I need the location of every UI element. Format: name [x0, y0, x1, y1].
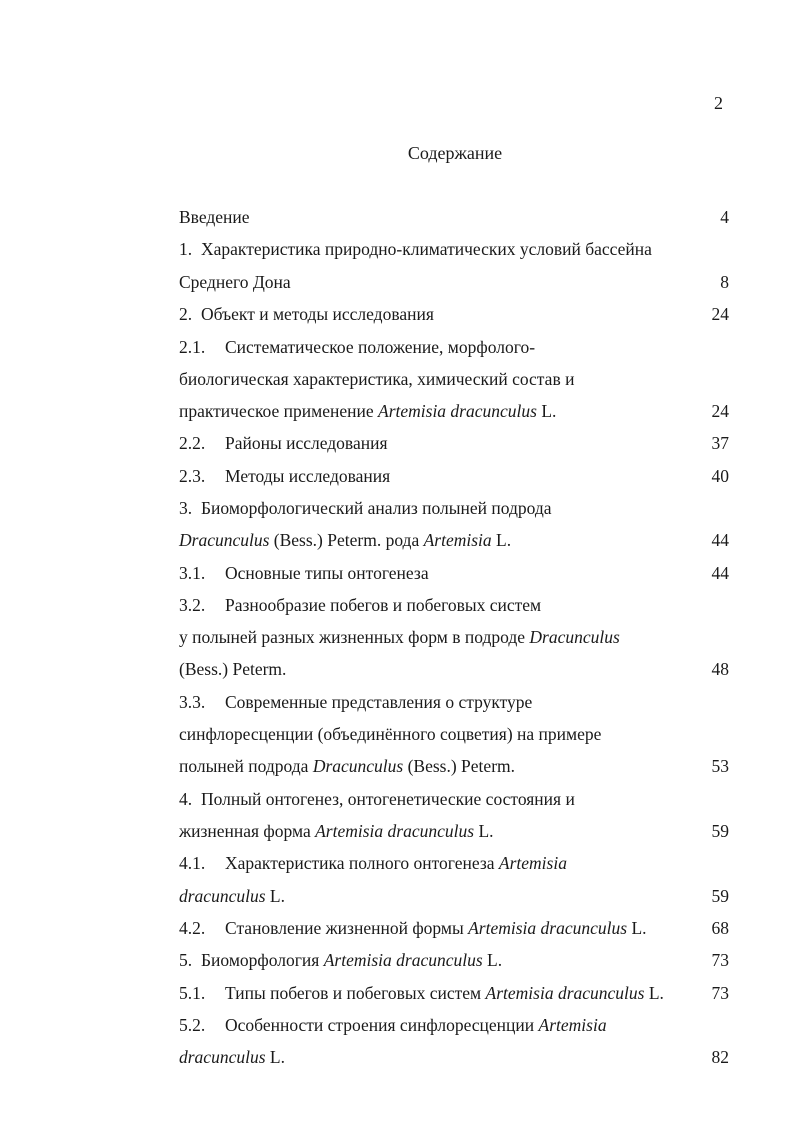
toc-line: [179, 1014, 731, 1036]
toc-line: [179, 336, 731, 358]
toc-entry-label: Биоморфология: [201, 950, 324, 970]
toc-entry-label: L.: [474, 821, 494, 841]
toc-line: [179, 755, 731, 777]
toc-entry-number: 5.1.: [179, 983, 206, 1003]
toc-entry-text: [179, 723, 601, 745]
toc-entry-label: практическое применение: [179, 401, 378, 421]
toc-entry-number: 5.: [179, 950, 193, 970]
toc-entry-label: (Bess.) Peterm.: [179, 659, 287, 679]
toc-entry-text: [179, 465, 390, 487]
toc-entry-label: Полный онтогенез, онтогенетические состояния и: [201, 789, 575, 809]
toc-entry-number: 3.3.: [179, 692, 206, 712]
toc-line: [179, 271, 731, 293]
toc-entry-page: 53: [711, 756, 729, 776]
toc-entry-label: Районы исследования: [225, 433, 388, 453]
toc-entry-number: 2.3.: [179, 466, 206, 486]
toc-entry-number: 2.2.: [179, 433, 206, 453]
toc-entry-page: 44: [711, 563, 729, 583]
toc-entry-latin-name: Artemisia dracunculus: [468, 918, 628, 938]
toc-entry-text: [179, 562, 429, 584]
toc-entry-latin-name: Dracunculus: [529, 627, 620, 647]
toc-entry-label: Основные типы онтогенеза: [225, 563, 429, 583]
toc-entry-label: биологическая характеристика, химический состав и: [179, 369, 575, 389]
toc-entry-number: 2.1.: [179, 337, 206, 357]
toc-entry-text: [179, 529, 511, 551]
toc-line: [179, 206, 731, 228]
toc-entry-latin-name: Artemisia: [423, 530, 492, 550]
toc-entry-text: [179, 917, 647, 939]
toc-entry-text: [179, 658, 286, 680]
toc-entry-label: Биоморфологический анализ полыней подрода: [201, 498, 552, 518]
toc-entry-number: 4.: [179, 789, 193, 809]
toc-entry-label: Характеристика полного онтогенеза: [225, 853, 499, 873]
toc-line: [179, 529, 731, 551]
toc-entry-text: [179, 432, 388, 454]
toc-entry-label: (Bess.) Peterm. рода: [269, 530, 424, 550]
toc-entry-number: 1.: [179, 239, 193, 259]
toc-line: [179, 885, 731, 907]
toc-entry-text: [179, 303, 434, 325]
toc-entry-number: 3.: [179, 498, 193, 518]
toc-entry-text: [179, 755, 515, 777]
toc-entry-text: [179, 238, 652, 260]
toc-entry-label: L.: [627, 918, 647, 938]
toc-entry-text: [179, 691, 532, 713]
toc-entry-text: [179, 400, 556, 422]
toc-entry-latin-name: Artemisia dracunculus: [315, 821, 475, 841]
toc-entry-latin-name: Artemisia: [538, 1015, 607, 1035]
toc-entry-number: 3.1.: [179, 563, 206, 583]
toc-entry-text: [179, 497, 552, 519]
toc-entry-number: 3.2.: [179, 595, 206, 615]
toc-entry-label: L.: [536, 401, 557, 421]
toc-entry-page: 37: [711, 433, 729, 453]
toc-line: [179, 400, 731, 422]
toc-entry-text: [179, 368, 574, 390]
toc-entry-latin-name: Dracunculus: [312, 756, 404, 776]
toc-entry-page: 24: [711, 401, 729, 421]
toc-line: [179, 465, 731, 487]
toc-entry-text: [179, 626, 620, 648]
toc-entry-latin-name: Artemisia dracunculus: [378, 401, 537, 421]
toc-entry-latin-name: dracunculus: [179, 1047, 266, 1067]
toc-entry-text: [179, 206, 250, 228]
toc-entry-label: Типы побегов и побеговых систем: [225, 983, 486, 1003]
toc-entry-label: Характеристика природно-климатических условий бассейна: [201, 239, 652, 259]
toc-entry-label: синфлоресценции (объединённого соцветия) на примере: [179, 724, 602, 744]
toc-entry-latin-name: Dracunculus: [179, 530, 270, 550]
toc-entry-label: полыней подрода: [179, 756, 313, 776]
toc-entry-text: [179, 982, 664, 1004]
toc-entry-latin-name: Artemisia dracunculus: [485, 983, 645, 1003]
toc-entry-label: Систематическое положение, морфолого-: [225, 337, 536, 357]
toc-line: [179, 303, 731, 325]
toc-line: [179, 238, 731, 260]
toc-line: [179, 788, 731, 810]
toc-entry-page: 8: [720, 272, 729, 292]
toc-entry-number: 5.2.: [179, 1015, 206, 1035]
toc-entry-page: 59: [711, 821, 729, 841]
toc-entry-label: Среднего Дона: [179, 272, 291, 292]
toc-entry-page: 73: [711, 983, 729, 1003]
toc-entry-label: (Bess.) Peterm.: [403, 756, 516, 776]
toc-line: [179, 852, 731, 874]
toc-line: [179, 626, 731, 648]
toc-line: [179, 982, 731, 1004]
toc-entry-number: 4.2.: [179, 918, 206, 938]
toc-entry-label: L.: [644, 983, 664, 1003]
toc-entry-label: Современные представления о структуре: [225, 692, 533, 712]
toc-entry-page: 4: [720, 207, 729, 227]
toc-entry-label: Введение: [179, 207, 250, 227]
toc-line: [179, 497, 731, 519]
toc-line: [179, 432, 731, 454]
toc-entry-page: 48: [711, 659, 729, 679]
toc-entry-page: 68: [711, 918, 729, 938]
toc-entry-label: L.: [482, 950, 503, 970]
toc-line: [179, 1046, 731, 1068]
toc-line: [179, 917, 731, 939]
toc-entry-label: L.: [265, 886, 285, 906]
toc-entry-page: 82: [711, 1047, 729, 1067]
toc-entry-page: 24: [711, 304, 729, 324]
toc-entry-text: [179, 271, 291, 293]
toc-entry-label: Методы исследования: [225, 466, 391, 486]
toc-entry-page: 73: [711, 950, 729, 970]
toc-entry-text: [179, 852, 567, 874]
toc-entry-page: 40: [711, 466, 729, 486]
toc-line: [179, 658, 731, 680]
toc-line: [179, 368, 731, 390]
toc-entry-text: [179, 788, 575, 810]
toc-line: [179, 562, 731, 584]
toc-entry-label: Особенности строения синфлоресценции: [225, 1015, 539, 1035]
page-number: 2: [714, 93, 723, 113]
toc-entry-label: у полыней разных жизненных форм в подроде: [179, 627, 530, 647]
toc-line: [179, 691, 731, 713]
toc-entry-latin-name: Artemisia dracunculus: [323, 950, 483, 970]
toc-entry-text: [179, 594, 541, 616]
toc-entry-label: Разнообразие побегов и побеговых систем: [225, 595, 542, 615]
toc-entry-text: [179, 1014, 607, 1036]
toc-entry-latin-name: dracunculus: [179, 886, 266, 906]
toc-entry-label: Становление жизненной формы: [225, 918, 469, 938]
toc-line: [179, 820, 731, 842]
toc-entry-latin-name: Artemisia: [498, 853, 567, 873]
toc-entry-text: [179, 1046, 285, 1068]
toc-entry-page: 59: [711, 886, 729, 906]
toc-entry-text: [179, 336, 535, 358]
toc-entry-label: Объект и методы исследования: [201, 304, 434, 324]
toc-entry-label: L.: [491, 530, 512, 550]
toc-entry-label: жизненная форма: [179, 821, 316, 841]
toc-line: [179, 949, 731, 971]
toc-entry-number: 2.: [179, 304, 193, 324]
toc-entry-text: [179, 820, 494, 842]
toc-entry-label: L.: [265, 1047, 285, 1067]
toc-entry-page: 44: [711, 530, 729, 550]
toc-line: [179, 723, 731, 745]
toc-entry-text: [179, 885, 285, 907]
toc-entry-text: [179, 949, 502, 971]
page-title: Содержание: [407, 143, 503, 163]
toc-entry-number: 4.1.: [179, 853, 206, 873]
toc-line: [179, 594, 731, 616]
